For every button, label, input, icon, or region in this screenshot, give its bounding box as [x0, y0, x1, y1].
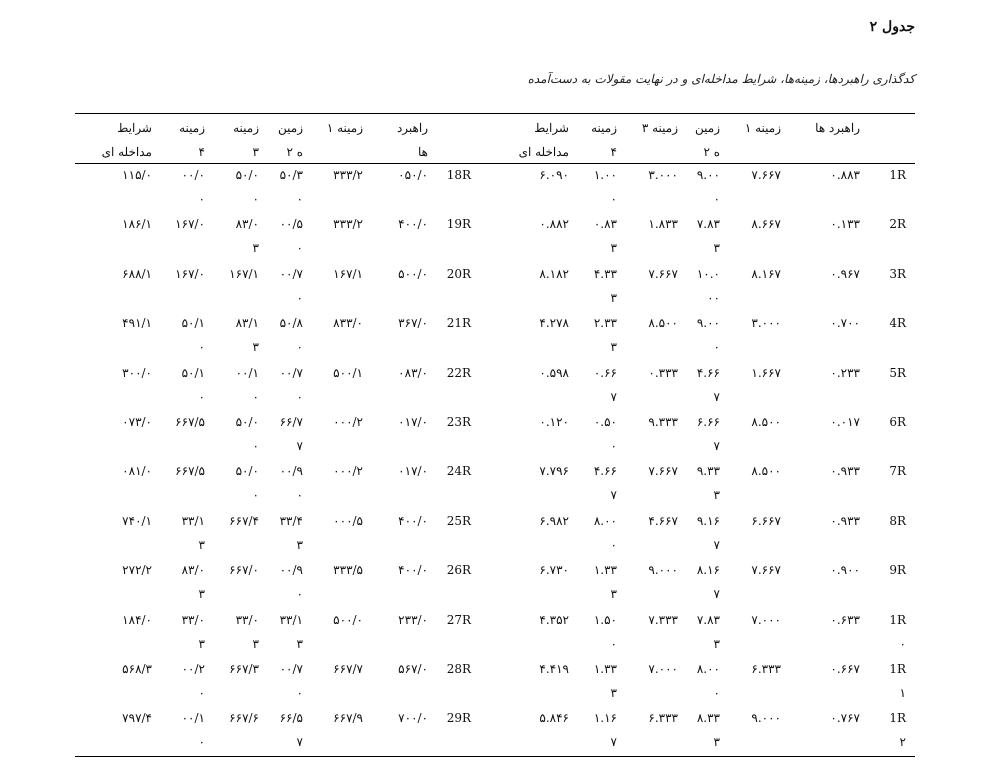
table-cell: ۱	[899, 686, 906, 700]
table-cell: ۰	[198, 735, 205, 750]
table-cell: ۳	[198, 636, 205, 651]
table-cell: ۶.۶۶	[696, 415, 720, 429]
table-cell: ۰	[296, 192, 303, 206]
table-cell: ۰۰/۵	[279, 217, 303, 232]
table-cell: ۳۳/۰	[181, 612, 205, 627]
table-row	[0, 558, 987, 606]
table-cell: ۶.۷۳۰	[539, 563, 569, 578]
table-cell: ۷.۸۳	[696, 217, 720, 232]
table-cell: ۴.۶۶	[593, 464, 617, 479]
table-row	[0, 608, 987, 656]
table-row	[0, 212, 987, 260]
header-right-c4-line1: زمین	[695, 121, 720, 135]
table-cell: ۸.۱۸۲	[539, 266, 569, 281]
header-right-c3-line1: زمینه ۱	[744, 121, 781, 135]
table-cell: ۳۳۳/۵	[333, 563, 363, 578]
table-cell: ۶.۳۳۳	[648, 711, 678, 726]
table-cell: ۳	[610, 290, 617, 305]
table-cell: ۰.۹۳۳	[830, 513, 860, 528]
table-cell: ۶.۶۶۷	[751, 513, 781, 528]
table-cell: ۷.۷۹۶	[539, 464, 569, 479]
table-cell: 20R	[446, 266, 471, 281]
header-left-c3-line1: زمینه ۱	[326, 121, 363, 135]
table-cell: ۰۰/۷	[279, 662, 303, 676]
table-row	[0, 262, 987, 310]
table-row	[0, 410, 987, 458]
header-right-c4-line2: ه ۲	[703, 145, 720, 159]
table-cell: ۰	[713, 340, 720, 355]
table-cell: ۴۰۰/۰	[398, 217, 428, 232]
table-cell: ۸.۵۰۰	[751, 415, 781, 429]
table-cell: 22R	[446, 365, 471, 380]
table-cell: ۱۶۷/۰	[175, 217, 205, 232]
table-cell: ۰.۵۹۸	[539, 365, 569, 380]
table-cell: ۵۶۷/۰	[398, 662, 428, 676]
table-cell: ۸۳/۰	[181, 563, 205, 578]
table-cell: ۷.۸۳	[696, 612, 720, 627]
table-cell: ۷	[713, 439, 720, 453]
table-cell: 8R	[889, 513, 906, 528]
table-cell: ۰۰/۷	[279, 266, 303, 281]
table-cell: ۴.۶۶۷	[648, 513, 678, 528]
table-cell: 25R	[446, 513, 471, 528]
table-cell: 5R	[889, 365, 906, 380]
header-left-c5-line2: ۳	[252, 145, 259, 159]
table-cell: ۶۶۷/۵	[175, 464, 205, 479]
table-cell: ۹.۰۰	[696, 316, 720, 331]
table-cell: ۹.۰۰	[696, 168, 720, 182]
table-cell: ۰.۹۰۰	[830, 563, 860, 578]
table-cell: ۰.۲۳۳	[830, 365, 860, 380]
table-cell: ۵۰/۰	[235, 168, 259, 182]
table-cell: ۳	[610, 686, 617, 700]
table-cell: ۰.۷۶۷	[830, 711, 860, 726]
header-right-c7-line1: شرایط	[534, 121, 569, 135]
table-cell: ۰	[713, 686, 720, 700]
header-left-c4-line2: ه ۲	[286, 145, 303, 159]
table-cell: ۰۰	[707, 290, 720, 305]
table-cell: 23R	[446, 415, 471, 429]
table-cell: ۸.۵۰۰	[648, 316, 678, 331]
table-cell: ۰۰/۱	[181, 711, 205, 726]
table-cell: ۸.۵۰۰	[751, 464, 781, 479]
table-cell: ۶۶۷/۹	[333, 711, 363, 726]
table-cell: ۰	[296, 389, 303, 404]
table-cell: ۰	[198, 192, 205, 206]
table-cell: ۰	[296, 686, 303, 700]
table-cell: ۶۶۷/۳	[229, 662, 259, 676]
table-cell: ۱۶۷/۱	[333, 266, 363, 281]
table-cell: ۴.۶۶	[696, 365, 720, 380]
table-cell: ۰	[296, 290, 303, 305]
table-cell: 27R	[446, 612, 471, 627]
table-cell: ۰۰/۱	[235, 365, 259, 380]
table-cell: ۳	[713, 488, 720, 503]
table-cell: ۵۶۸/۳	[122, 662, 152, 676]
table-cell: ۰	[252, 192, 259, 206]
table-cell: ۷	[610, 389, 617, 404]
table-cell: ۲.۳۳	[593, 316, 617, 331]
table-cell: 29R	[446, 711, 471, 726]
table-cell: ۱.۵۰	[593, 612, 617, 627]
table-cell: ۰.۸۸۳	[830, 168, 860, 182]
table-cell: ۰	[296, 488, 303, 503]
table-cell: ۱.۰۰	[593, 168, 617, 182]
header-left-c6-line1: زمینه	[179, 121, 205, 135]
table-cell: ۰۰۰/۲	[333, 415, 363, 429]
table-cell: ۶۶۷/۵	[175, 415, 205, 429]
table-cell: ۰.۷۰۰	[830, 316, 860, 331]
table-cell: ۳	[198, 587, 205, 602]
table-cell: 1R	[889, 612, 906, 627]
table-cell: ۰۵۰/۰	[398, 168, 428, 182]
table-cell: ۷.۳۳۳	[648, 612, 678, 627]
table-cell: ۸۳۳/۰	[333, 316, 363, 331]
table-cell: ۱۰.۰	[696, 266, 720, 281]
table-cell: ۰.۶۶۷	[830, 662, 860, 676]
table-cell: ۸۳/۱	[235, 316, 259, 331]
table-cell: ۳۳۳/۲	[333, 217, 363, 232]
table-cell: ۷۹۷/۴	[122, 711, 152, 726]
table-cell: ۸.۰۰	[696, 662, 720, 676]
table-cell: ۰۸۳/۰	[398, 365, 428, 380]
table-cell: 28R	[446, 662, 471, 676]
table-cell: ۹.۱۶	[696, 513, 720, 528]
table-cell: ۰۱۷/۰	[398, 415, 428, 429]
table-cell: ۷.۶۶۷	[751, 168, 781, 182]
table-cell: ۵.۸۴۶	[539, 711, 569, 726]
table-cell: ۰.۱۲۰	[539, 415, 569, 429]
table-cell: ۳.۰۰۰	[648, 168, 678, 182]
header-right-c6-line2: ۴	[610, 145, 617, 159]
table-cell: 4R	[889, 316, 906, 331]
table-title: جدول ۲	[869, 19, 915, 35]
table-row	[0, 509, 987, 557]
table-cell: ۷	[296, 439, 303, 453]
table-cell: ۳	[198, 537, 205, 552]
table-cell: ۱۶۷/۰	[175, 266, 205, 281]
table-cell: ۰.۶۶	[593, 365, 617, 380]
table-cell: ۰	[252, 389, 259, 404]
table-cell: ۳	[252, 340, 259, 355]
table-cell: ۳	[296, 636, 303, 651]
table-cell: 19R	[446, 217, 471, 232]
table-cell: 7R	[889, 464, 906, 479]
header-left-c7-line2: مداخله ای	[101, 145, 152, 159]
table-bottom-rule	[75, 756, 915, 757]
table-row	[0, 311, 987, 359]
table-cell: ۸.۱۶	[696, 563, 720, 578]
table-cell: ۳	[252, 636, 259, 651]
header-left-c4-line1: زمین	[278, 121, 303, 135]
table-cell: ۱.۱۶	[593, 711, 617, 726]
table-cell: ۱۸۴/۰	[122, 612, 152, 627]
table-cell: ۵۰/۱	[181, 365, 205, 380]
table-cell: ۱۸۶/۱	[122, 217, 152, 232]
table-cell: 3R	[889, 266, 906, 281]
table-cell: ۴۹۱/۱	[122, 316, 152, 331]
table-cell: ۷.۰۰۰	[751, 612, 781, 627]
table-cell: ۳	[296, 537, 303, 552]
table-cell: ۰	[198, 389, 205, 404]
table-cell: ۰۰۰/۵	[333, 513, 363, 528]
table-cell: ۰	[899, 636, 906, 651]
table-cell: ۳	[713, 636, 720, 651]
table-cell: ۳	[610, 587, 617, 602]
table-cell: ۰.۹۶۷	[830, 266, 860, 281]
table-cell: ۰	[296, 587, 303, 602]
table-cell: ۵۰/۰	[235, 415, 259, 429]
table-caption: کدگذاری راهبردها، زمینه‌ها، شرایط مداخله‌ای و در نهایت مقولات به دست‌آمده	[527, 72, 915, 86]
table-cell: ۳	[610, 241, 617, 256]
table-cell: ۴۰۰/۰	[398, 513, 428, 528]
table-cell: ۴.۲۷۸	[539, 316, 569, 331]
table-cell: 2R	[889, 217, 906, 232]
table-cell: ۰	[296, 241, 303, 256]
table-cell: ۰۰/۰	[181, 168, 205, 182]
table-cell: ۷.۶۶۷	[751, 563, 781, 578]
table-cell: ۱۶۷/۱	[229, 266, 259, 281]
table-cell: ۰	[610, 537, 617, 552]
table-cell: ۰	[610, 192, 617, 206]
table-cell: ۵۰۰/۰	[398, 266, 428, 281]
header-right-c6-line1: زمینه	[591, 121, 617, 135]
table-cell: ۶۸۸/۱	[122, 266, 152, 281]
table-cell: ۰	[198, 686, 205, 700]
table-cell: ۲	[899, 735, 906, 750]
table-cell: ۶۶/۵	[279, 711, 303, 726]
header-right-c2-line1: راهبرد ها	[815, 121, 860, 135]
table-cell: ۹.۰۰۰	[751, 711, 781, 726]
table-cell: ۱.۳۳	[593, 662, 617, 676]
table-cell: ۳۳/۱	[279, 612, 303, 627]
table-cell: ۷.۰۰۰	[648, 662, 678, 676]
header-left-c7-line1: شرایط	[117, 121, 152, 135]
table-cell: ۳.۰۰۰	[751, 316, 781, 331]
table-cell: ۹.۳۳۳	[648, 415, 678, 429]
table-cell: ۸.۱۶۷	[751, 266, 781, 281]
table-cell: ۳	[252, 241, 259, 256]
table-row	[0, 361, 987, 409]
table-cell: ۱.۶۶۷	[751, 365, 781, 380]
table-cell: ۳۳/۰	[235, 612, 259, 627]
table-row	[0, 163, 987, 211]
table-cell: ۰۰۰/۲	[333, 464, 363, 479]
table-cell: ۷	[610, 488, 617, 503]
table-cell: ۳	[713, 241, 720, 256]
table-cell: ۹.۰۰۰	[648, 563, 678, 578]
table-cell: ۷۴۰/۱	[122, 513, 152, 528]
table-cell: ۱.۳۳	[593, 563, 617, 578]
table-cell: 9R	[889, 563, 906, 578]
table-cell: ۵۰/۸	[279, 316, 303, 331]
table-cell: ۰	[610, 636, 617, 651]
table-cell: ۰.۳۳۳	[648, 365, 678, 380]
table-cell: ۶.۰۹۰	[539, 168, 569, 182]
table-cell: ۷	[296, 735, 303, 750]
table-cell: ۶۶۷/۷	[333, 662, 363, 676]
table-cell: 18R	[446, 168, 471, 182]
table-cell: ۰۰/۷	[279, 365, 303, 380]
table-cell: ۷۰۰/۰	[398, 711, 428, 726]
table-cell: ۶۶۷/۴	[229, 513, 259, 528]
table-cell: ۷.۶۶۷	[648, 266, 678, 281]
table-cell: ۷.۶۶۷	[648, 464, 678, 479]
table-cell: ۵۰/۳	[279, 168, 303, 182]
table-cell: ۳۳/۴	[279, 513, 303, 528]
header-left-c5-line1: زمینه	[233, 121, 259, 135]
table-cell: ۳	[713, 735, 720, 750]
table-cell: ۷	[713, 537, 720, 552]
header-left-c2-line1: راهبرد	[396, 121, 428, 135]
table-cell: ۰۸۱/۰	[122, 464, 152, 479]
table-cell: ۷	[713, 587, 720, 602]
table-cell: ۳۳۳/۲	[333, 168, 363, 182]
header-right-c7-line2: مداخله ای	[518, 145, 569, 159]
table-cell: ۸.۳۳	[696, 711, 720, 726]
table-cell: ۰۱۷/۰	[398, 464, 428, 479]
table-cell: ۰۰/۹	[279, 464, 303, 479]
table-cell: ۳۶۷/۰	[398, 316, 428, 331]
table-cell: ۰.۵۰	[593, 415, 617, 429]
table-row	[0, 706, 987, 754]
table-cell: ۴.۳۳	[593, 266, 617, 281]
table-cell: ۳	[610, 340, 617, 355]
table-cell: ۵۰/۱	[181, 316, 205, 331]
table-cell: ۸.۶۶۷	[751, 217, 781, 232]
table-cell: ۰.۹۳۳	[830, 464, 860, 479]
table-cell: ۲۳۳/۰	[398, 612, 428, 627]
table-cell: ۶.۳۳۳	[751, 662, 781, 676]
header-left-c2-line2: ها	[418, 145, 428, 159]
table-cell: ۶۶۷/۰	[229, 563, 259, 578]
table-cell: ۰.۸۸۲	[539, 217, 569, 232]
table-cell: ۳۳/۱	[181, 513, 205, 528]
table-cell: 6R	[889, 415, 906, 429]
table-cell: 1R	[889, 711, 906, 726]
table-cell: ۲۷۲/۲	[122, 563, 152, 578]
table-cell: ۴.۳۵۲	[539, 612, 569, 627]
table-cell: ۶۶۷/۶	[229, 711, 259, 726]
table-cell: 1R	[889, 662, 906, 676]
table-cell: ۴۰۰/۰	[398, 563, 428, 578]
table-cell: ۰	[198, 340, 205, 355]
table-cell: ۰	[713, 192, 720, 206]
table-cell: ۵۰۰/۰	[333, 612, 363, 627]
table-cell: ۰	[252, 488, 259, 503]
table-cell: ۰	[252, 439, 259, 453]
table-cell: ۹.۳۳	[696, 464, 720, 479]
table-cell: ۰.۰۱۷	[830, 415, 860, 429]
table-cell: ۶۶/۷	[279, 415, 303, 429]
table-cell: ۸.۰۰	[593, 513, 617, 528]
table-cell: ۸۳/۰	[235, 217, 259, 232]
table-cell: ۷	[610, 735, 617, 750]
table-cell: ۱.۸۳۳	[648, 217, 678, 232]
table-top-rule	[75, 113, 915, 114]
table-cell: 1R	[889, 168, 906, 182]
table-cell: 24R	[446, 464, 471, 479]
table-cell: 21R	[446, 316, 471, 331]
header-right-c5-line1: زمینه ۳	[641, 121, 678, 135]
table-row	[0, 459, 987, 507]
table-cell: ۷	[713, 389, 720, 404]
table-cell: ۳۰۰/۰	[122, 365, 152, 380]
table-cell: ۰	[296, 340, 303, 355]
table-cell: ۰.۶۳۳	[830, 612, 860, 627]
table-cell: ۰.۱۳۳	[830, 217, 860, 232]
table-cell: ۵۰۰/۱	[333, 365, 363, 380]
table-row	[0, 657, 987, 705]
header-left-c6-line2: ۴	[198, 145, 205, 159]
table-cell: ۱۱۵/۰	[122, 168, 152, 182]
table-cell: ۰۰/۹	[279, 563, 303, 578]
table-cell: ۰۰/۲	[181, 662, 205, 676]
table-cell: ۵۰/۰	[235, 464, 259, 479]
table-cell: ۰	[610, 439, 617, 453]
table-cell: ۶.۹۸۲	[539, 513, 569, 528]
table-cell: ۰.۸۳	[593, 217, 617, 232]
table-cell: ۴.۴۱۹	[539, 662, 569, 676]
table-cell: 26R	[446, 563, 471, 578]
table-cell: ۰۷۳/۰	[122, 415, 152, 429]
